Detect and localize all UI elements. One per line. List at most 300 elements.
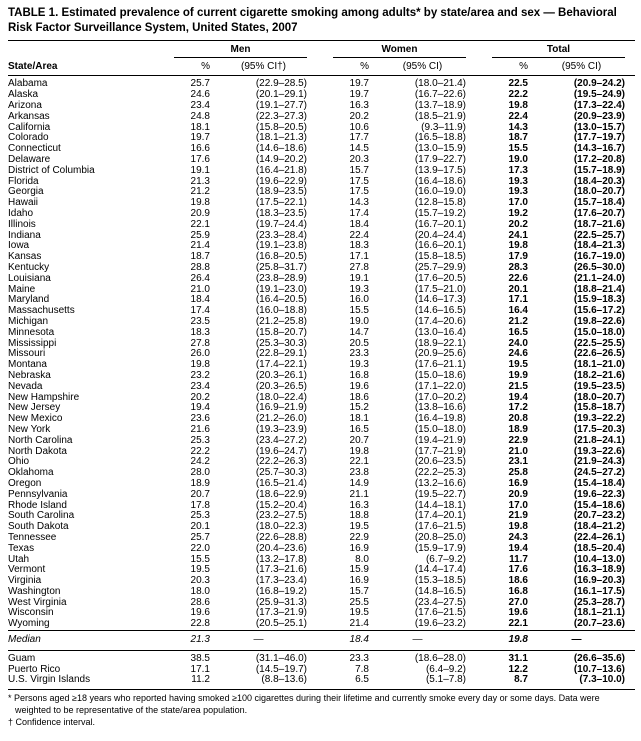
percent-cell: 15.7: [349, 585, 369, 597]
ci-cell: (25.7–29.9): [414, 261, 466, 273]
state-area-cell: Georgia: [8, 186, 44, 198]
ci-cell: (15.8–18.5): [414, 251, 466, 263]
percent-cell: 11.2: [191, 674, 210, 686]
ci-cell: (16.9–21.9): [255, 402, 307, 414]
percent-cell: 25.3: [190, 510, 210, 522]
percent-cell: 21.1: [349, 488, 369, 500]
state-row: [8, 555, 635, 566]
percent-cell: 19.7: [349, 89, 369, 101]
percent-cell: 17.7: [349, 132, 369, 144]
ci-cell: (18.9–22.1): [414, 337, 466, 349]
ci-cell: (15.2–20.4): [255, 499, 307, 511]
percent-cell: 20.3: [349, 154, 369, 166]
state-area-cell: Hawaii: [8, 197, 39, 209]
ci-cell: (25.3–28.7): [573, 596, 625, 608]
percent-cell: 16.3: [349, 499, 369, 511]
state-area-cell: Washington: [8, 585, 61, 597]
ci-cell: (16.7–22.6): [414, 89, 466, 101]
ci-cell: (14.6–17.3): [414, 294, 466, 306]
state-area-cell: Guam: [8, 652, 36, 664]
ci-cell: (7.3–10.0): [579, 674, 625, 686]
percent-cell: 22.4: [349, 229, 369, 241]
ci-cell: —: [528, 631, 635, 651]
percent-cell: 27.8: [349, 261, 369, 273]
state-area-cell: Colorado: [8, 132, 49, 144]
state-rows-body: [8, 76, 635, 631]
state-row: [8, 231, 635, 242]
state-area-cell: Maryland: [8, 294, 50, 306]
column-header-men-ci: (95% CI†): [210, 58, 317, 76]
percent-cell: 19.8: [508, 521, 528, 533]
percent-cell: 23.4: [190, 100, 210, 112]
state-area-cell: Nevada: [8, 380, 43, 392]
ci-cell: (14.4–18.1): [414, 499, 466, 511]
ci-cell: (13.0–15.9): [414, 143, 466, 155]
percent-cell: 18.4: [190, 294, 210, 306]
state-row: [8, 274, 635, 285]
state-area-cell: Virginia: [8, 575, 42, 587]
percent-cell: 28.3: [508, 261, 528, 273]
percent-cell: 20.2: [349, 110, 369, 122]
ci-cell: (20.1–29.1): [255, 89, 307, 101]
ci-cell: (25.9–31.3): [255, 596, 307, 608]
ci-cell: (18.2–21.6): [573, 369, 625, 381]
percent-cell: 16.8: [508, 585, 528, 597]
ci-cell: (18.6–22.9): [255, 488, 307, 500]
percent-cell: 20.7: [349, 434, 369, 446]
state-row: [8, 576, 635, 587]
ci-cell: (15.0–18.0): [414, 423, 466, 435]
ci-cell: (21.2–26.0): [255, 413, 307, 425]
ci-cell: (19.1–23.0): [255, 283, 307, 295]
ci-cell: (20.3–26.5): [255, 380, 307, 392]
column-header-total-percent: %: [476, 58, 528, 76]
ci-cell: (22.5–25.5): [573, 337, 625, 349]
state-area-cell: Puerto Rico: [8, 663, 61, 675]
percent-cell: 16.9: [349, 575, 369, 587]
state-row: [8, 414, 635, 425]
percent-cell: 19.4: [508, 542, 528, 554]
state-area-cell: North Carolina: [8, 434, 73, 446]
percent-cell: 15.5: [508, 143, 528, 155]
territory-row: [8, 675, 635, 689]
ci-cell: (12.8–15.8): [414, 197, 466, 209]
ci-cell: (13.7–18.9): [414, 100, 466, 112]
state-row: [8, 144, 635, 155]
ci-cell: (20.6–23.5): [414, 456, 466, 468]
percent-cell: 8.7: [514, 674, 528, 686]
percent-cell: 16.3: [349, 100, 369, 112]
percent-cell: 17.4: [349, 208, 369, 219]
state-row: [8, 403, 635, 414]
ci-cell: (18.4–20.3): [573, 175, 625, 187]
percent-cell: 21.3: [190, 175, 210, 187]
ci-cell: (19.8–22.6): [573, 315, 625, 327]
percent-cell: 22.2: [190, 445, 210, 457]
percent-cell: 22.5: [508, 78, 528, 90]
table-title: TABLE 1. Estimated prevalence of current cigarette smoking among adults* by state/area and sex — Behavioral Risk Factor Surveillance System, United States, 2007: [8, 7, 617, 34]
state-area-cell: Mississippi: [8, 337, 57, 349]
state-row: [8, 90, 635, 101]
state-row: [8, 155, 635, 166]
percent-cell: 8.0: [355, 553, 369, 565]
state-area-cell: Wyoming: [8, 618, 50, 630]
percent-cell: 21.2: [508, 315, 528, 327]
percent-cell: 19.8: [349, 445, 369, 457]
percent-cell: 26.0: [190, 348, 210, 360]
percent-cell: 19.7: [349, 78, 369, 90]
state-row: [8, 263, 635, 274]
ci-cell: (15.8–20.7): [255, 326, 307, 338]
percent-cell: 19.0: [349, 315, 369, 327]
ci-cell: (17.5–21.0): [414, 283, 466, 295]
state-row: [8, 587, 635, 598]
state-area-cell: Delaware: [8, 154, 51, 166]
percent-cell: 19.3: [349, 359, 369, 371]
percent-cell: 11.7: [509, 553, 528, 565]
ci-cell: (16.3–18.9): [573, 564, 625, 576]
state-row: [8, 457, 635, 468]
ci-cell: (23.4–27.2): [255, 434, 307, 446]
ci-cell: (17.2–20.8): [573, 154, 625, 166]
percent-cell: 20.8: [508, 413, 528, 425]
ci-cell: (18.9–23.5): [255, 186, 307, 198]
percent-cell: 22.9: [349, 531, 369, 543]
ci-cell: (22.3–27.3): [255, 110, 307, 122]
column-header-state-area: State/Area: [8, 58, 158, 76]
ci-cell: (16.8–19.2): [255, 585, 307, 597]
ci-cell: (13.0–15.7): [573, 121, 625, 133]
percent-cell: 17.4: [190, 305, 210, 317]
state-area-cell: Missouri: [8, 348, 46, 360]
percent-cell: 28.8: [190, 261, 210, 273]
percent-cell: 21.0: [508, 445, 528, 457]
percent-cell: 24.2: [190, 456, 210, 468]
state-row: [8, 511, 635, 522]
percent-cell: 19.3: [349, 283, 369, 295]
ci-cell: (19.3–22.2): [573, 413, 625, 425]
percent-cell: 25.3: [190, 434, 210, 446]
ci-cell: (21.9–24.3): [573, 456, 625, 468]
state-area-cell: Iowa: [8, 240, 30, 252]
state-row: [8, 371, 635, 382]
percent-cell: 18.8: [349, 510, 369, 522]
percent-cell: 22.2: [508, 89, 528, 101]
ci-cell: (14.9–20.2): [255, 154, 307, 166]
percent-cell: 25.7: [190, 78, 210, 90]
percent-cell: 18.1: [349, 413, 369, 425]
state-row: [8, 533, 635, 544]
percent-cell: 18.4: [317, 631, 369, 651]
ci-cell: (18.6–28.0): [414, 652, 466, 664]
ci-cell: (10.4–13.0): [573, 553, 625, 565]
state-area-cell: Connecticut: [8, 143, 61, 155]
ci-cell: (22.6–28.8): [255, 531, 307, 543]
state-row: [8, 220, 635, 231]
percent-cell: 22.1: [508, 618, 528, 630]
percent-cell: 20.2: [190, 391, 210, 403]
state-row: [8, 209, 635, 220]
percent-cell: 15.5: [190, 553, 210, 565]
ci-cell: (15.4–18.4): [573, 477, 625, 489]
ci-cell: (18.4–21.3): [573, 240, 625, 252]
state-area-cell: Wisconsin: [8, 607, 54, 619]
state-area-cell: Oregon: [8, 477, 42, 489]
ci-cell: (10.7–13.6): [573, 663, 625, 675]
ci-cell: (23.4–27.5): [414, 596, 466, 608]
ci-cell: (23.3–28.4): [255, 229, 307, 241]
percent-cell: 23.3: [349, 348, 369, 360]
percent-cell: 17.5: [349, 175, 369, 187]
percent-cell: 16.6: [190, 143, 210, 155]
state-area-cell: South Dakota: [8, 521, 69, 533]
percent-cell: 16.5: [349, 423, 369, 435]
percent-cell: 19.8: [508, 100, 528, 112]
state-row: [8, 252, 635, 263]
ci-cell: (13.2–17.8): [255, 553, 307, 565]
group-header-total: [476, 41, 635, 59]
percent-cell: 18.9: [508, 423, 528, 435]
percent-cell: 23.8: [349, 467, 369, 479]
column-header-women-ci: (95% CI): [369, 58, 476, 76]
state-row: [8, 436, 635, 447]
percent-cell: 21.4: [190, 240, 210, 252]
ci-cell: (17.4–20.1): [414, 510, 466, 522]
percent-cell: 22.1: [190, 218, 210, 230]
percent-cell: 17.2: [508, 402, 528, 414]
ci-cell: (17.3–22.4): [573, 100, 625, 112]
state-area-cell: Vermont: [8, 564, 46, 576]
group-header-women: [317, 41, 476, 59]
percent-cell: 17.6: [508, 564, 528, 576]
state-area-cell: Illinois: [8, 218, 36, 230]
ci-cell: (19.1–23.8): [255, 240, 307, 252]
state-area-cell: District of Columbia: [8, 164, 95, 176]
prevalence-table: [8, 40, 635, 690]
percent-cell: 22.8: [190, 618, 210, 630]
state-row: [8, 608, 635, 619]
median-row-body: [8, 631, 635, 651]
state-row: [8, 187, 635, 198]
ci-cell: (19.5–23.5): [573, 380, 625, 392]
ci-cell: (9.3–11.9): [421, 121, 466, 133]
ci-cell: (15.9–17.9): [414, 542, 466, 554]
percent-cell: 10.6: [349, 121, 369, 133]
footnote-asterisk: * Persons aged ≥18 years who reported having smoked ≥100 cigarettes during their lifetime and currently smoke every day or some days. Data were weighted to be representative of the state/area population.: [8, 693, 600, 715]
percent-cell: 17.1: [190, 663, 210, 675]
percent-cell: 12.2: [508, 663, 528, 675]
percent-cell: 17.8: [190, 499, 210, 511]
percent-cell: 23.5: [190, 315, 210, 327]
state-row: [8, 479, 635, 490]
ci-cell: (8.8–13.6): [261, 674, 307, 686]
state-row: [8, 619, 635, 630]
ci-cell: (15.8–18.7): [573, 402, 625, 414]
percent-cell: 18.4: [349, 218, 369, 230]
ci-cell: (15.9–18.3): [573, 294, 625, 306]
state-area-cell: Florida: [8, 175, 39, 187]
state-area-cell: Maine: [8, 283, 36, 295]
state-row: [8, 468, 635, 479]
percent-cell: 19.6: [190, 607, 210, 619]
ci-cell: (26.5–30.0): [573, 261, 625, 273]
ci-cell: (15.6–17.2): [573, 305, 625, 317]
ci-cell: (13.0–16.4): [414, 326, 466, 338]
state-row: [8, 198, 635, 209]
percent-cell: 16.4: [508, 305, 528, 317]
state-area-cell: Arkansas: [8, 110, 50, 122]
group-header-men: [158, 41, 317, 59]
ci-cell: (18.0–20.7): [573, 186, 625, 198]
median-row: [8, 631, 635, 651]
percent-cell: 19.8: [190, 359, 210, 371]
state-area-cell: Idaho: [8, 208, 34, 219]
ci-cell: (17.6–21.5): [414, 607, 466, 619]
percent-cell: 14.7: [349, 326, 369, 338]
state-area-cell: Rhode Island: [8, 499, 67, 511]
percent-cell: 19.3: [508, 186, 528, 198]
ci-cell: (18.0–22.3): [255, 521, 307, 533]
percent-cell: 21.0: [190, 283, 210, 295]
ci-cell: (19.4–21.9): [414, 434, 466, 446]
percent-cell: 15.9: [349, 564, 369, 576]
ci-cell: (22.5–25.7): [573, 229, 625, 241]
state-row: [8, 565, 635, 576]
ci-cell: (17.6–21.1): [414, 359, 466, 371]
ci-cell: (16.1–17.5): [573, 585, 625, 597]
percent-cell: 17.9: [508, 251, 528, 263]
percent-cell: 19.5: [508, 359, 528, 371]
percent-cell: 28.0: [190, 467, 210, 479]
percent-cell: 18.7: [190, 251, 210, 263]
percent-cell: 17.1: [349, 251, 369, 263]
percent-cell: 14.5: [349, 143, 369, 155]
state-row: [8, 241, 635, 252]
percent-cell: 18.0: [190, 585, 210, 597]
percent-cell: 23.6: [190, 413, 210, 425]
ci-cell: (25.7–30.3): [255, 467, 307, 479]
percent-cell: 22.9: [508, 434, 528, 446]
ci-cell: (20.3–26.1): [255, 369, 307, 381]
state-row: [8, 76, 635, 90]
ci-cell: (19.6–24.7): [255, 445, 307, 457]
column-header-men-percent: %: [158, 58, 210, 76]
ci-cell: —: [210, 631, 317, 651]
percent-cell: 25.8: [508, 467, 528, 479]
ci-cell: (18.0–21.4): [414, 78, 466, 90]
ci-cell: (15.8–20.5): [255, 121, 307, 133]
ci-cell: (18.1–21.0): [573, 359, 625, 371]
percent-cell: 20.7: [190, 488, 210, 500]
group-header-total-label: Total: [492, 44, 625, 58]
percent-cell: 17.6: [190, 154, 210, 166]
state-area-cell: North Dakota: [8, 445, 67, 457]
percent-cell: 24.3: [508, 531, 528, 543]
ci-cell: (22.6–26.5): [573, 348, 625, 360]
percent-cell: 22.4: [508, 110, 528, 122]
percent-cell: 20.1: [190, 521, 210, 533]
table-header: [8, 41, 635, 76]
percent-cell: 24.1: [508, 229, 528, 241]
ci-cell: (17.9–22.7): [414, 154, 466, 166]
state-area-cell: Median: [8, 631, 158, 651]
state-row: [8, 425, 635, 436]
ci-cell: (19.1–27.7): [255, 100, 307, 112]
state-row: [8, 133, 635, 144]
ci-cell: (17.7–21.9): [414, 445, 466, 457]
percent-cell: 20.5: [349, 337, 369, 349]
state-area-cell: Kentucky: [8, 261, 50, 273]
ci-cell: (15.7–18.4): [573, 197, 625, 209]
percent-cell: 20.9: [190, 208, 210, 219]
ci-cell: (22.2–25.3): [414, 467, 466, 479]
state-row: [8, 339, 635, 350]
percent-cell: 25.5: [349, 596, 369, 608]
state-row: [8, 285, 635, 296]
percent-cell: 18.7: [508, 132, 528, 144]
footnote-dagger: † Confidence interval.: [8, 716, 96, 727]
state-area-cell: Arizona: [8, 100, 42, 112]
state-row: [8, 522, 635, 533]
state-area-cell: California: [8, 121, 51, 133]
percent-cell: 15.7: [349, 164, 369, 176]
state-area-cell: Nebraska: [8, 369, 51, 381]
ci-cell: —: [369, 631, 476, 651]
state-row: [8, 501, 635, 512]
state-row: [8, 447, 635, 458]
state-area-cell: Michigan: [8, 315, 49, 327]
percent-cell: 21.4: [349, 618, 369, 630]
percent-cell: 17.1: [508, 294, 528, 306]
ci-cell: (15.4–18.6): [573, 499, 625, 511]
ci-cell: (17.7–19.7): [573, 132, 625, 144]
territory-row: [8, 650, 635, 664]
percent-cell: 20.1: [508, 283, 528, 295]
ci-cell: (16.7–19.0): [573, 251, 625, 263]
percent-cell: 24.0: [508, 337, 528, 349]
ci-cell: (16.6–20.1): [414, 240, 466, 252]
ci-cell: (26.6–35.6): [573, 652, 625, 664]
state-area-cell: New Jersey: [8, 402, 61, 414]
state-area-cell: New Mexico: [8, 413, 63, 425]
percent-cell: 31.1: [508, 652, 528, 664]
state-row: [8, 166, 635, 177]
state-area-cell: New Hampshire: [8, 391, 80, 403]
state-area-cell: Tennessee: [8, 531, 57, 543]
ci-cell: (14.5–19.7): [255, 663, 307, 675]
percent-cell: 7.8: [355, 663, 369, 675]
ci-cell: (6.7–9.2): [425, 553, 466, 565]
percent-cell: 21.2: [190, 186, 210, 198]
percent-cell: 22.0: [190, 542, 210, 554]
state-area-cell: U.S. Virgin Islands: [8, 674, 91, 686]
percent-cell: 21.6: [190, 423, 210, 435]
ci-cell: (20.8–25.0): [414, 531, 466, 543]
percent-cell: 18.6: [349, 391, 369, 403]
percent-cell: 6.5: [355, 674, 369, 686]
percent-cell: 19.6: [508, 607, 528, 619]
state-row: [8, 349, 635, 360]
ci-cell: (20.9–24.2): [573, 78, 625, 90]
group-header-women-label: Women: [333, 44, 466, 58]
ci-cell: (23.8–28.9): [255, 272, 307, 284]
ci-cell: (20.9–25.6): [414, 348, 466, 360]
group-header-row: [8, 41, 635, 59]
column-header-total-ci: (95% CI): [528, 58, 635, 76]
ci-cell: (17.5–20.3): [573, 423, 625, 435]
ci-cell: (18.7–21.6): [573, 218, 625, 230]
percent-cell: 19.5: [349, 521, 369, 533]
